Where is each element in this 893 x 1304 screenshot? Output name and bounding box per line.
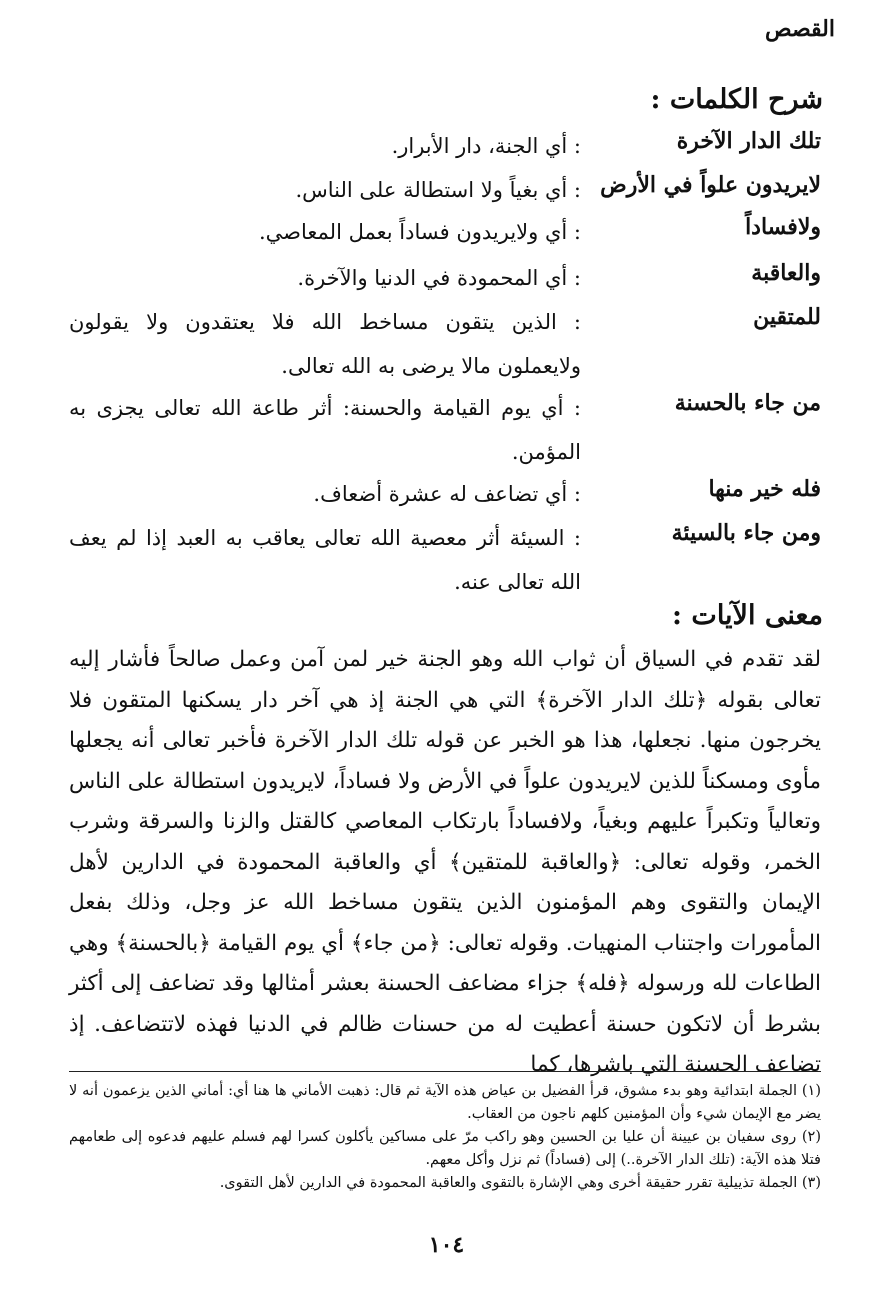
glossary-term: للمتقين [753,304,821,330]
glossary-row [0,124,893,168]
glossary-definition: : أي المحمودة في الدنيا والآخرة. [297,266,581,290]
footnote-divider [69,1071,821,1072]
meaning-heading: معنى الآيات : [672,600,823,631]
glossary-definition: : أي تضاعف له عشرة أضعاف. [313,482,581,506]
glossary-definition: : أي ولايريدون فساداً بعمل المعاصي. [259,220,581,244]
glossary-heading: شرح الكلمات : [650,84,823,115]
glossary-definition: : السيئة أثر معصية الله تعالى يعاقب به العبد إذا لم يعف الله تعالى عنه. [69,526,581,594]
glossary-row [0,386,893,472]
glossary-definition: : الذين يتقون مساخط الله فلا يعتقدون ولا يقولون ولايعملون مالا يرضى به الله تعالى. [69,310,581,378]
footnotes [69,1080,821,1195]
surah-header: القصص [765,16,835,42]
glossary-term: من جاء بالحسنة [674,390,821,416]
glossary-term: ولافساداً [745,214,821,240]
glossary-term: فله خير منها [708,476,821,502]
glossary-list [0,124,893,604]
footnote-3: (٣) الجملة تذييلية تقرر حقيقة أخرى وهي الإشارة بالتقوى والعاقبة المحمودة في الدارين لأهل التقوى. [219,1175,821,1191]
glossary-term: والعاقبة [751,260,821,286]
page-number: ١٠٤ [428,1232,465,1258]
glossary-row [0,516,893,604]
footnote-1: (١) الجملة ابتدائية وهو بدء مشوق، قرأ الفضيل بن عياض هذه الآية ثم قال: ذهبت الأماني ها هنا أي: أماني الذين يزعمون أنه لا يضر مع الإيمان شيء وأن المؤمنين كلهم ناجون من العقاب. [69,1083,821,1122]
glossary-definition: : أي يوم القيامة والحسنة: أثر طاعة الله تعالى يجزى به المؤمن. [69,396,581,464]
glossary-row [0,256,893,300]
meaning-paragraph: لقد تقدم في السياق أن ثواب الله وهو الجنة خير لمن آمن وعمل صالحاً فأشار إليه تعالى بقوله ﴿تلك الدار الآخرة﴾ التي هي الجنة إذ هي آخر دار يسكنها المتقون فلا يخرجون منها. نجعلها، هذا هو الخبر عن قوله تلك الدار الآخرة فأخبر تعالى أنه يجعلها مأوى ومسكناً للذين لايريدون علواً في الأرض ولا فساداً، لايريدون استطالة على الناس وتعالياً وتكبراً عليهم وبغياً، ولافساداً بارتكاب المعاصي كالقتل والزنا والسرقة وشرب الخمر، وقوله تعالى: ﴿والعاقبة للمتقين﴾ أي والعاقبة المحمودة في الدارين لأهل الإيمان والتقوى وهم المؤمنون الذين يتقون مساخط الله عز وجل، وذلك بفعل المأمورات واجتناب المنهيات. وقوله تعالى: ﴿من جاء﴾ أي يوم القيامة ﴿بالحسنة﴾ وهي الطاعات لله ورسوله ﴿فله﴾ جزاء مضاعف الحسنة بعشر أمثالها وقد تضاعف إلى أكثر بشرط أن لاتكون حسنة أعطيت له من حسنات ظالم في الدنيا فهذه لاتتضاعف. إذ تضاعف الحسنة التي باشرها، كما [69,647,821,1077]
glossary-row [0,300,893,386]
footnote-2: (٢) روى سفيان بن عيينة أن عليا بن الحسين وهو راكب مرّ على مساكين يأكلون كسرا لهم فسلم عليهم فدعوه إلى طعامهم فتلا هذه الآية: (تلك الدار الآخرة..) إلى (فساداً) ثم نزل وأكل معهم. [69,1129,821,1168]
glossary-row [0,472,893,516]
glossary-row [0,168,893,210]
glossary-row [0,210,893,256]
glossary-term: تلك الدار الآخرة [676,128,821,154]
glossary-definition: : أي الجنة، دار الأبرار. [391,134,581,158]
glossary-definition: : أي بغياً ولا استطالة على الناس. [295,178,581,202]
glossary-term: ومن جاء بالسيئة [671,520,821,546]
glossary-term: لايريدون علواً في الأرض [600,172,821,198]
